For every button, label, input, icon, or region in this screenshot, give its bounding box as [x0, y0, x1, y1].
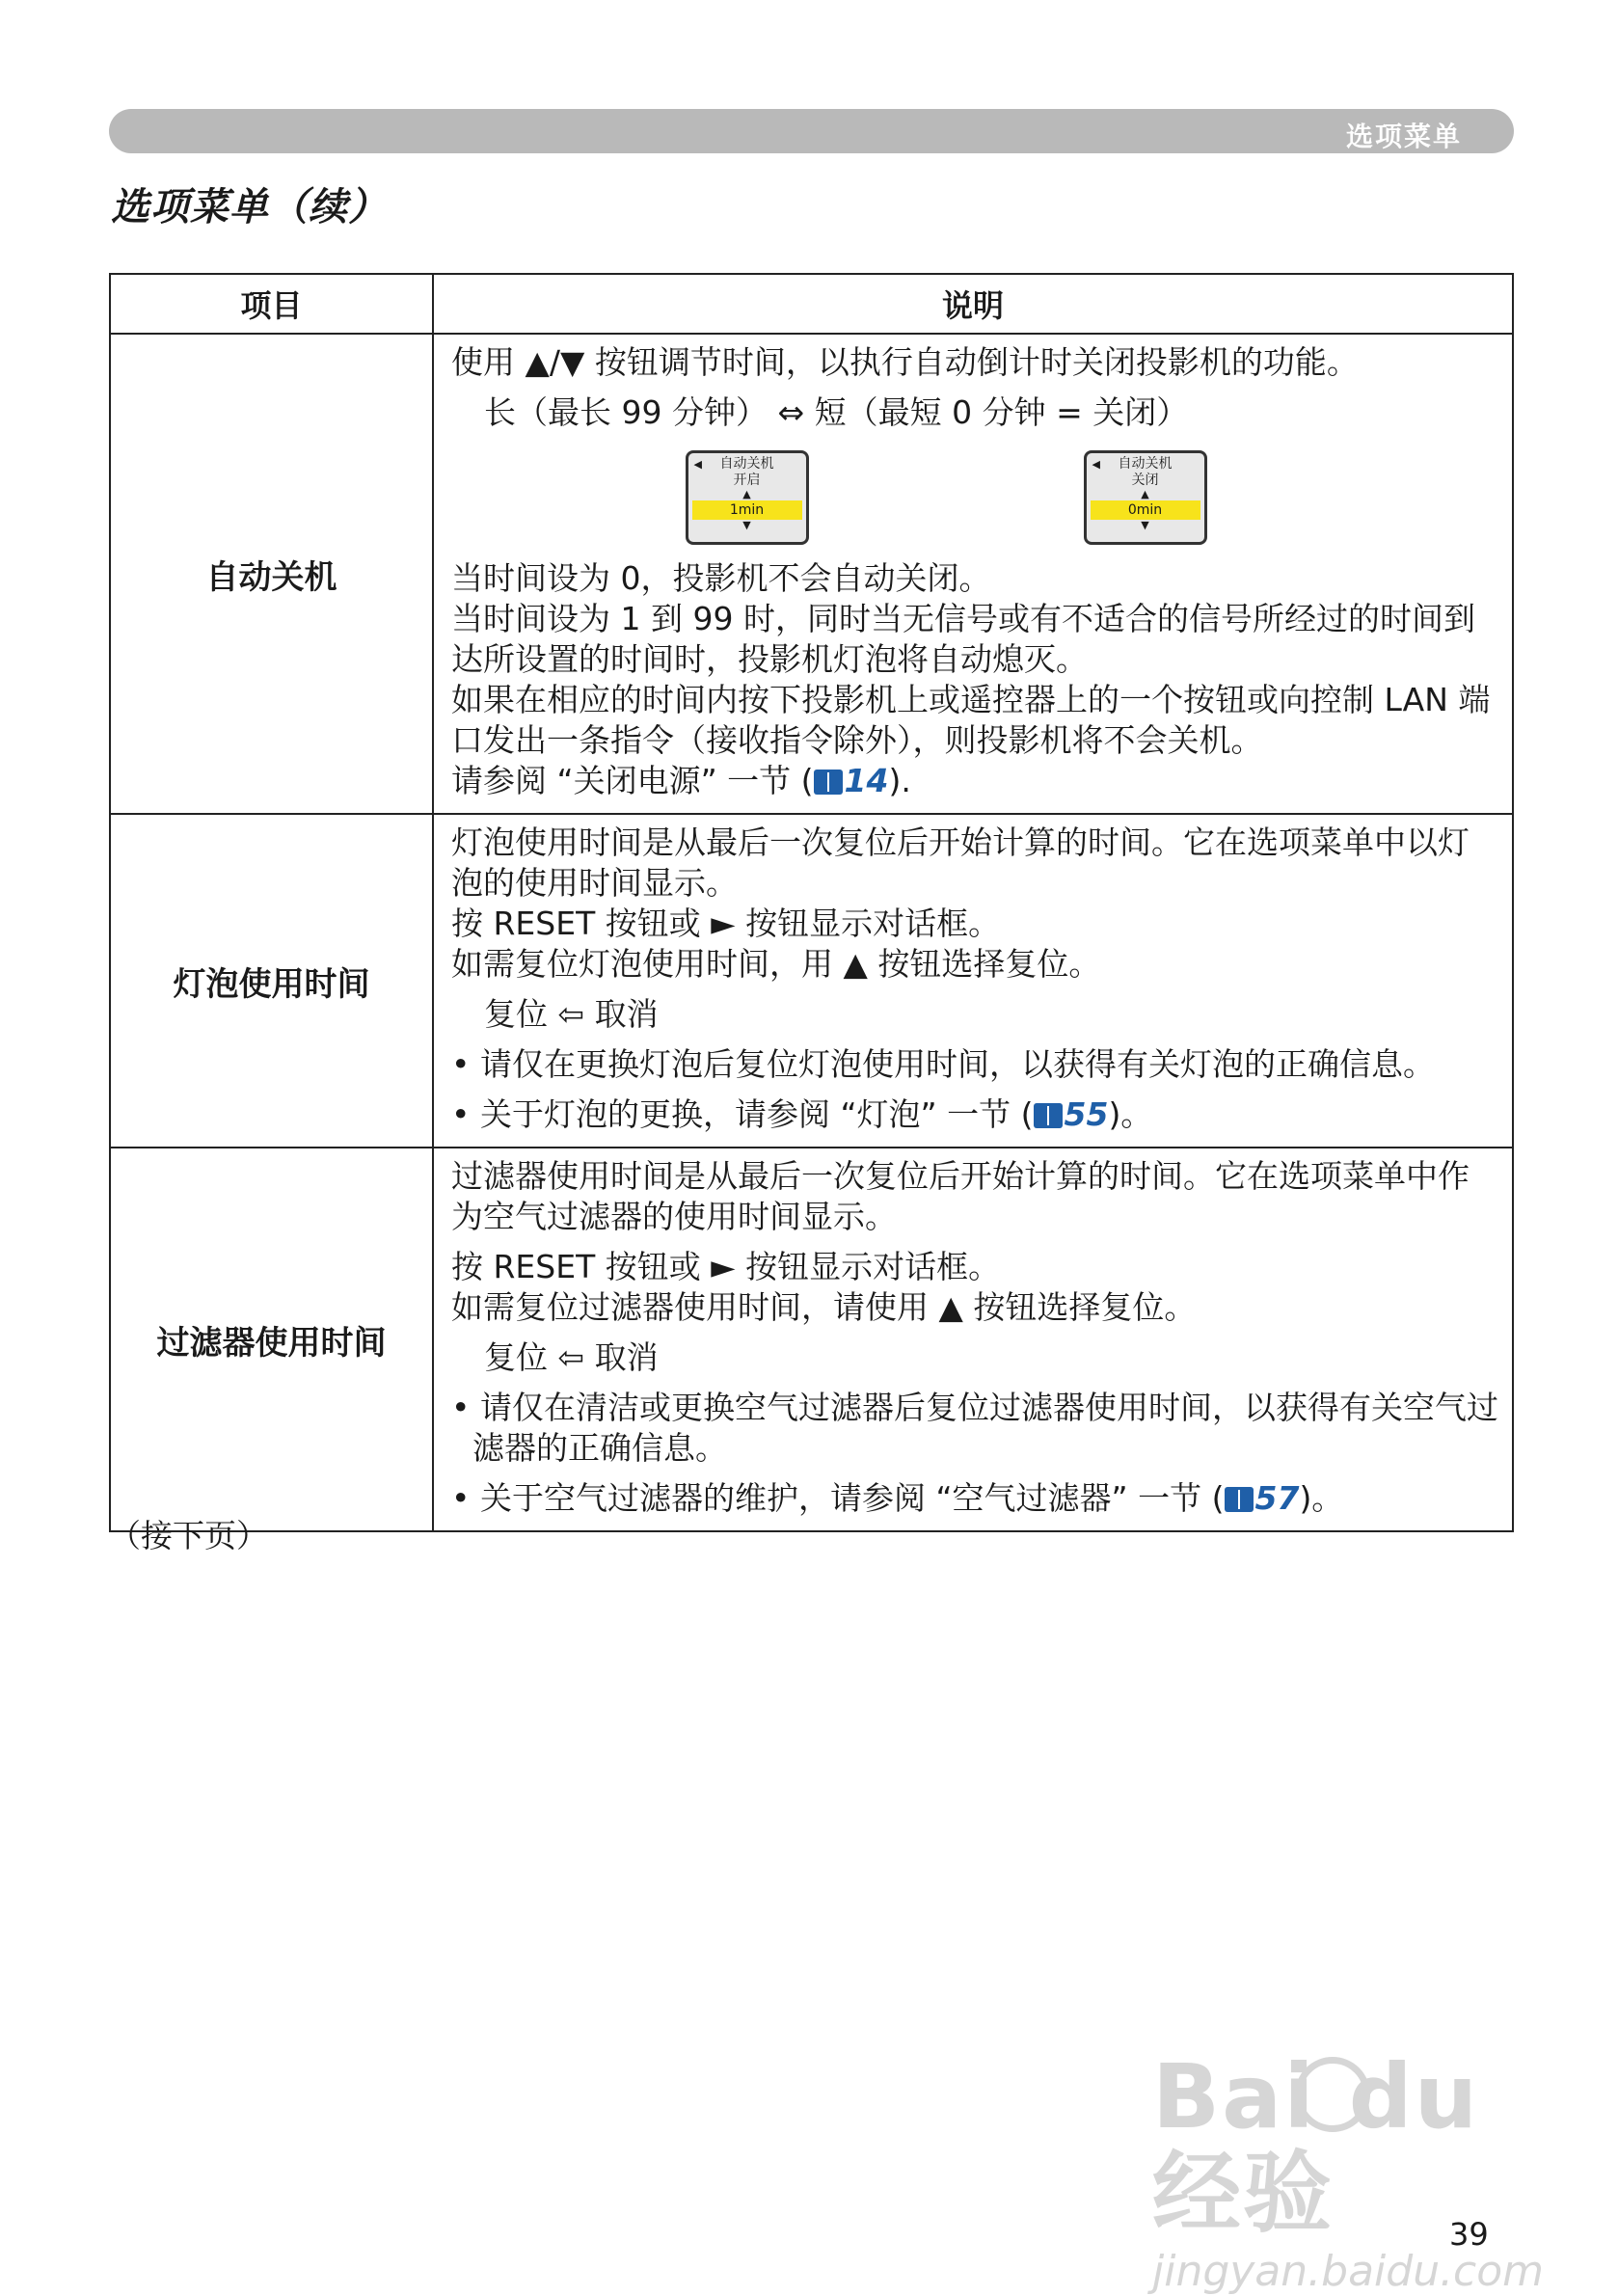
column-header-description: 说明: [433, 274, 1513, 334]
description-text: 如果在相应的时间内按下投影机上或遥控器上的一个按钮或向控制 LAN 端口发出一条指令（接收指令除外），则投影机将不会关机。: [451, 681, 1491, 759]
description-text: 如需复位过滤器使用时间，请使用 ▲ 按钮选择复位。: [451, 1288, 1197, 1326]
osd-value: 0min: [1091, 500, 1200, 520]
watermark-logo: Bai du 经验: [1152, 2045, 1480, 2245]
table-row: [110, 1148, 1513, 1531]
description-text: 当时间设为 1 到 99 时，同时当无信号或有不适合的信号所经过的时间到达所设置的时间时，投影机灯泡将自动熄灭。: [451, 600, 1475, 678]
reference-page-link[interactable]: 14: [844, 762, 889, 799]
osd-examples: [451, 433, 1498, 558]
osd-state: 关闭: [1131, 473, 1159, 488]
book-icon: [814, 770, 843, 795]
osd-value: 1min: [692, 500, 802, 520]
osd-title: 自动关机: [719, 456, 774, 472]
description-text: 当时间设为 0，投影机不会自动关闭。: [451, 559, 991, 597]
left-arrow-icon: ◀: [693, 458, 702, 471]
page-reference: • 关于灯泡的更换，请参阅 “灯泡” 一节 ( 55)。: [451, 1095, 1153, 1133]
section-label: 选项菜单: [1345, 121, 1462, 152]
down-arrow-icon: ▼: [742, 519, 751, 531]
table-row: [110, 814, 1513, 1148]
description-text: 按 RESET 按钮或 ► 按钮显示对话框。: [451, 905, 1001, 942]
up-arrow-icon: ▲: [742, 488, 751, 500]
down-arrow-icon: ▼: [1141, 519, 1149, 531]
reference-page-link[interactable]: 57: [1254, 1479, 1300, 1517]
description-text: 灯泡使用时间是从最后一次复位后开始计算的时间。它在选项菜单中以灯泡的使用时间显示。: [451, 824, 1470, 902]
reset-choice: 复位 ⇦ 取消: [484, 995, 659, 1033]
description-text: 按 RESET 按钮或 ► 按钮显示对话框。: [451, 1248, 1001, 1285]
column-header-item: 项目: [110, 274, 433, 334]
left-arrow-icon: ◀: [1092, 458, 1100, 471]
osd-state: 开启: [733, 473, 761, 488]
watermark-url: jingyan.baidu.com: [1152, 2247, 1545, 2296]
item-name: 自动关机: [110, 334, 433, 814]
table-header-row: [110, 274, 1513, 334]
osd-title: 自动关机: [1118, 456, 1173, 472]
time-range: 长（最长 99 分钟） ⇔ 短（最短 0 分钟 = 关闭）: [484, 393, 1189, 431]
page-number: 39: [1449, 2216, 1489, 2253]
book-icon: [1225, 1487, 1254, 1512]
page-reference: • 关于空气过滤器的维护，请参阅 “空气过滤器” 一节 ( 57)。: [451, 1479, 1344, 1517]
book-icon: [1034, 1103, 1063, 1128]
osd-dialog: [1084, 450, 1207, 545]
continued-note: （接下页）: [109, 1517, 268, 1554]
osd-dialog: [686, 450, 809, 545]
page-reference: 请参阅 “关闭电源” 一节 ( 14).: [451, 762, 911, 799]
note-bullet: • 请仅在更换灯泡后复位灯泡使用时间，以获得有关灯泡的正确信息。: [451, 1045, 1435, 1083]
description-text: 使用 ▲/▼ 按钮调节时间，以执行自动倒计时关闭投影机的功能。: [451, 343, 1359, 381]
item-description: [433, 814, 1513, 1148]
reference-page-link[interactable]: 55: [1064, 1095, 1109, 1133]
reset-choice: 复位 ⇦ 取消: [484, 1338, 659, 1376]
table-row: [110, 334, 1513, 814]
item-name: 灯泡使用时间: [110, 814, 433, 1148]
options-table: [109, 273, 1514, 1532]
description-text: 如需复位灯泡使用时间，用 ▲ 按钮选择复位。: [451, 945, 1101, 983]
note-bullet: • 请仅在清洁或更换空气过滤器后复位过滤器使用时间，以获得有关空气过滤器的正确信息。: [451, 1389, 1498, 1467]
paw-icon: [1295, 2057, 1370, 2132]
item-description: [433, 334, 1513, 814]
section-header-bar: [109, 109, 1514, 153]
description-text: 过滤器使用时间是从最后一次复位后开始计算的时间。它在选项菜单中作为空气过滤器的使用时间显示。: [451, 1157, 1470, 1235]
up-arrow-icon: ▲: [1141, 488, 1149, 500]
item-name: 过滤器使用时间: [110, 1148, 433, 1531]
item-description: [433, 1148, 1513, 1531]
page-title: 选项菜单（续）: [111, 185, 388, 230]
